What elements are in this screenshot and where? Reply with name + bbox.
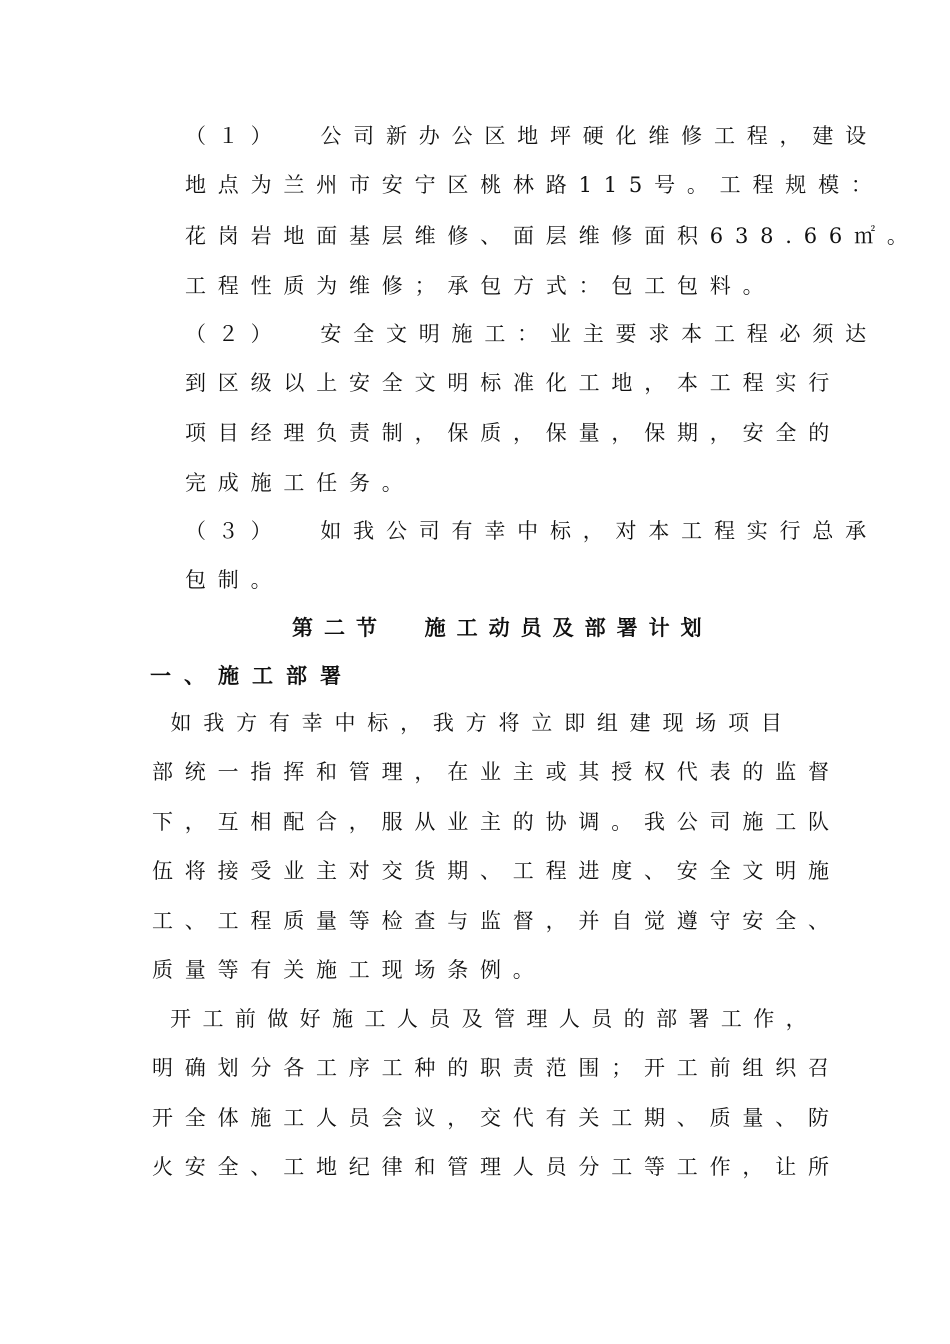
paragraph-1-line-4: 伍将接受业主对交货期、工程进度、安全文明施 [152, 859, 841, 883]
paragraph-1-line-2: 部统一指挥和管理，在业主或其授权代表的监督 [152, 760, 841, 784]
list-item-3-line-1: （３） 如我公司有幸中标，对本工程实行总承 [185, 519, 878, 543]
list-item-2-line-3: 项目经理负责制，保质，保量，保期，安全的 [185, 421, 841, 445]
paragraph-2-line-1: 开工前做好施工人员及管理人员的部署工作， [152, 1007, 819, 1031]
list-item-1-line-4: 工程性质为维修；承包方式：包工包料。 [185, 274, 776, 298]
list-item-1-line-1: （１） 公司新办公区地坪硬化维修工程，建设 [185, 124, 878, 148]
list-item-2-line-2: 到区级以上安全文明标准化工地，本工程实行 [185, 371, 841, 395]
paragraph-1-line-5: 工、工程质量等检查与监督，并自觉遵守安全、 [152, 909, 841, 933]
section-title: 第二节 施工动员及部署计划 [292, 615, 713, 640]
subsection-title: 一、施工部署 [150, 663, 354, 688]
paragraph-2-line-4: 火安全、工地纪律和管理人员分工等工作，让所 [152, 1155, 841, 1179]
paragraph-1-line-6: 质量等有关施工现场条例。 [152, 958, 546, 982]
paragraph-1-line-3: 下，互相配合，服从业主的协调。我公司施工队 [152, 810, 841, 834]
list-item-2-line-4: 完成施工任务。 [185, 471, 415, 495]
list-item-2-line-1: （２） 安全文明施工：业主要求本工程必须达 [185, 322, 878, 346]
paragraph-1-line-1: 如我方有幸中标，我方将立即组建现场项目 [152, 711, 794, 735]
list-item-1-line-3: 花岗岩地面基层维修、面层维修面积638.66㎡。 [185, 224, 920, 248]
list-item-1-line-2: 地点为兰州市安宁区桃林路115号。工程规模： [185, 173, 884, 197]
paragraph-2-line-2: 明确划分各工序工种的职责范围；开工前组织召 [152, 1056, 841, 1080]
paragraph-2-line-3: 开全体施工人员会议，交代有关工期、质量、防 [152, 1106, 841, 1130]
list-item-3-line-2: 包制。 [185, 568, 284, 592]
